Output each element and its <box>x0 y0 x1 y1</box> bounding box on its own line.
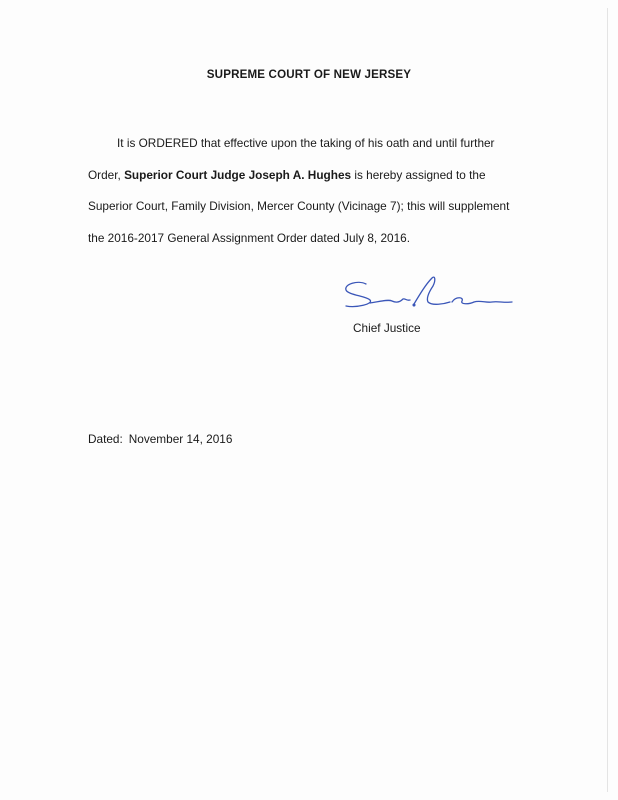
page-edge-divider <box>607 8 608 792</box>
order-paragraph <box>88 128 528 254</box>
dated-label: Dated: <box>88 432 123 446</box>
chief-justice-signature <box>340 272 530 320</box>
order-text-part1: It is ORDERED that effective upon the taking of his oath and until further Order, <box>88 136 495 182</box>
signature-title: Chief Justice <box>353 321 421 335</box>
judge-name: Superior Court Judge Joseph A. Hughes <box>124 167 352 182</box>
dated-line <box>88 432 232 446</box>
document-title: SUPREME COURT OF NEW JERSEY <box>206 68 412 81</box>
order-text-part2: is hereby assigned to the Superior Court, Family Division, Mercer County (Vicinage 7); this will supplement the 2016-2017 General Assignment Order dated July 8, 2016. <box>88 167 510 245</box>
dated-value: November 14, 2016 <box>128 432 233 446</box>
